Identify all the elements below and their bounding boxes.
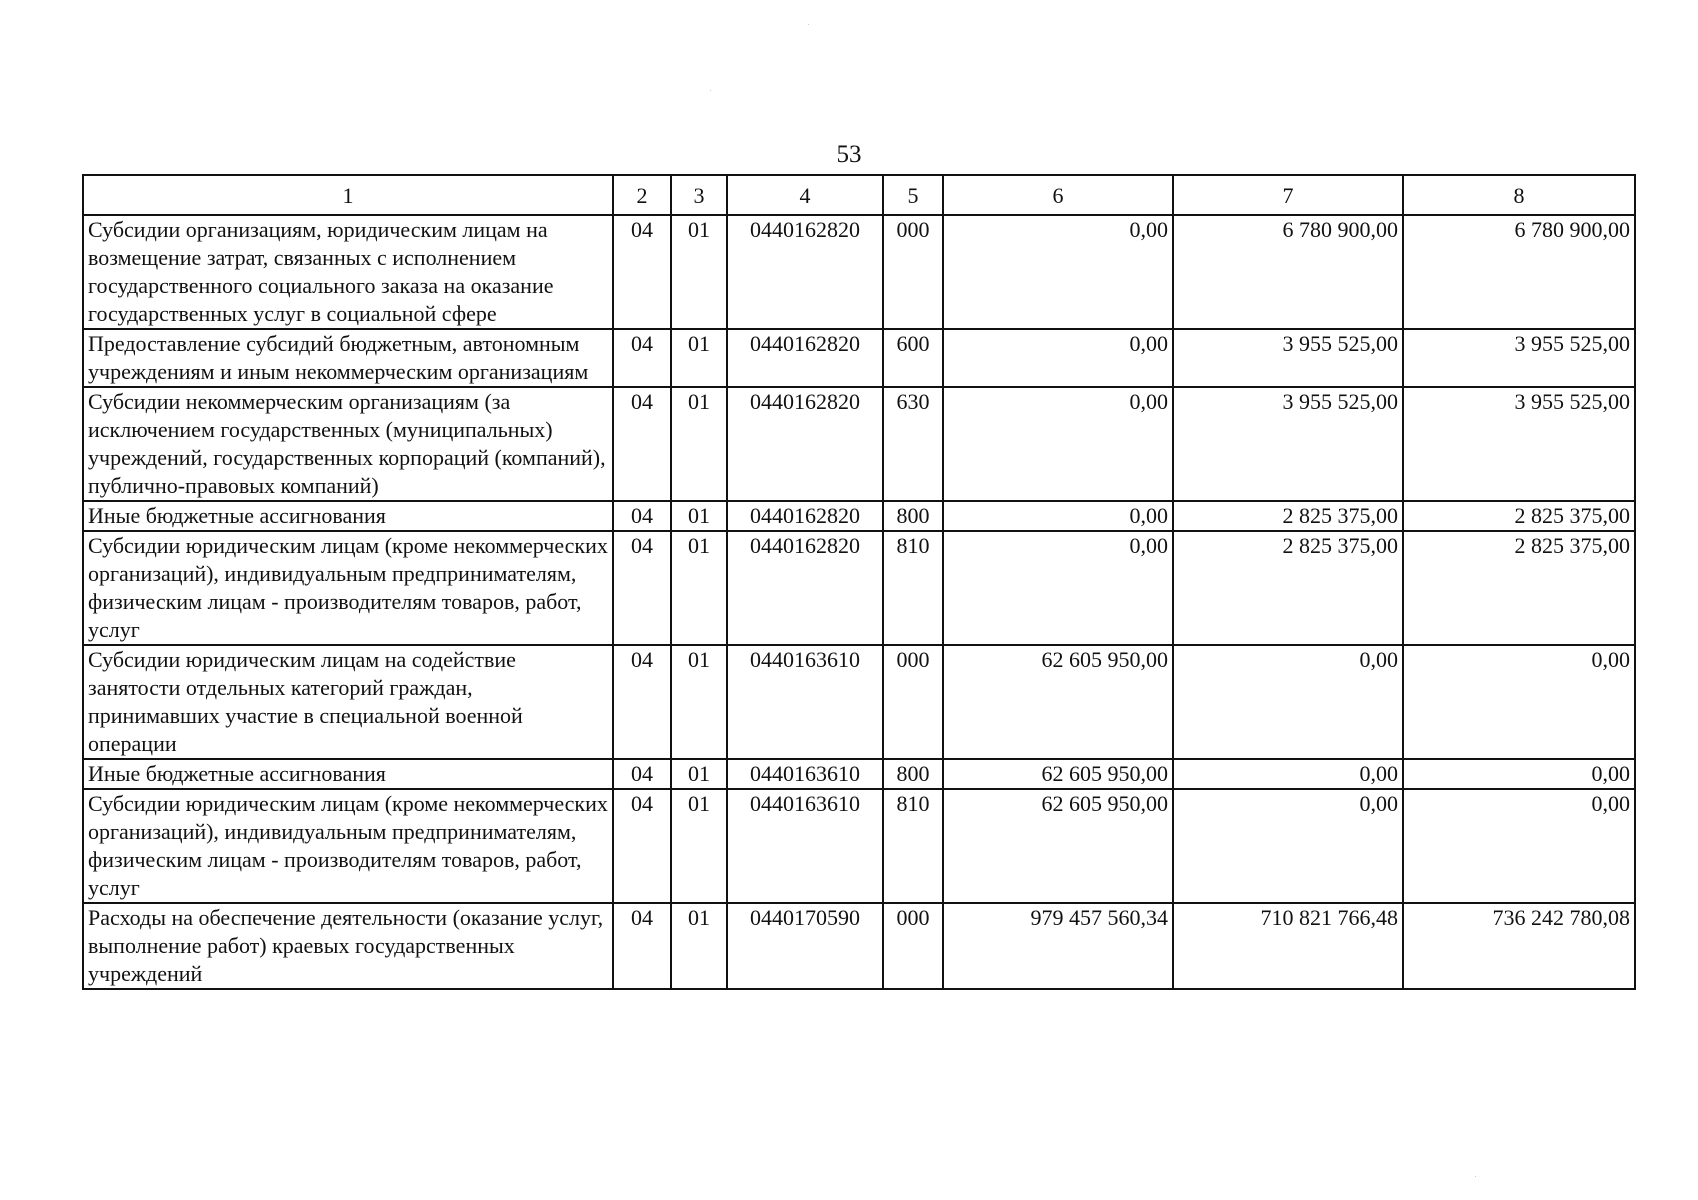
- row-amount-6: 979 457 560,34: [943, 903, 1173, 989]
- row-amount-6: 62 605 950,00: [943, 645, 1173, 759]
- row-section: 04: [613, 501, 671, 531]
- row-amount-7: 0,00: [1173, 645, 1403, 759]
- row-target-article: 0440162820: [727, 215, 883, 329]
- row-target-article: 0440170590: [727, 903, 883, 989]
- row-expense-type: 630: [883, 387, 943, 501]
- row-name: Субсидии организациям, юридическим лицам на возмещение затрат, связанных с исполнением государственного социального заказа на оказание государственных услуг в социальной сфере: [83, 215, 613, 329]
- row-section: 04: [613, 759, 671, 789]
- row-amount-6: 62 605 950,00: [943, 759, 1173, 789]
- budget-table: [82, 174, 1636, 990]
- row-amount-8: 2 825 375,00: [1403, 531, 1635, 645]
- table-row: [83, 789, 1635, 903]
- header-col-6: 6: [943, 175, 1173, 215]
- table-row: [83, 759, 1635, 789]
- table-row: [83, 329, 1635, 387]
- scan-speck: [1475, 1176, 1476, 1177]
- row-target-article: 0440162820: [727, 329, 883, 387]
- table-row: [83, 387, 1635, 501]
- header-col-4: 4: [727, 175, 883, 215]
- page-number: 53: [836, 141, 862, 168]
- row-expense-type: 000: [883, 903, 943, 989]
- row-target-article: 0440162820: [727, 387, 883, 501]
- row-amount-6: 0,00: [943, 501, 1173, 531]
- row-name: Предоставление субсидий бюджетным, автономным учреждениям и иным некоммерческим организациям: [83, 329, 613, 387]
- row-section: 04: [613, 645, 671, 759]
- row-target-article: 0440162820: [727, 501, 883, 531]
- row-expense-type: 800: [883, 759, 943, 789]
- header-col-1: 1: [83, 175, 613, 215]
- table-row: [83, 645, 1635, 759]
- row-subsection: 01: [671, 387, 727, 501]
- row-subsection: 01: [671, 501, 727, 531]
- row-section: 04: [613, 789, 671, 903]
- row-target-article: 0440163610: [727, 645, 883, 759]
- row-subsection: 01: [671, 215, 727, 329]
- row-subsection: 01: [671, 645, 727, 759]
- row-subsection: 01: [671, 531, 727, 645]
- header-col-2: 2: [613, 175, 671, 215]
- scan-speck: [808, 24, 809, 25]
- table-row: [83, 531, 1635, 645]
- row-amount-7: 0,00: [1173, 789, 1403, 903]
- row-expense-type: 810: [883, 531, 943, 645]
- row-expense-type: 810: [883, 789, 943, 903]
- table-header-row: [83, 175, 1635, 215]
- header-col-8: 8: [1403, 175, 1635, 215]
- row-amount-7: 2 825 375,00: [1173, 531, 1403, 645]
- row-expense-type: 000: [883, 645, 943, 759]
- row-amount-8: 0,00: [1403, 789, 1635, 903]
- row-section: 04: [613, 531, 671, 645]
- row-name: Расходы на обеспечение деятельности (оказание услуг, выполнение работ) краевых государственных учреждений: [83, 903, 613, 989]
- row-subsection: 01: [671, 329, 727, 387]
- header-col-7: 7: [1173, 175, 1403, 215]
- row-subsection: 01: [671, 789, 727, 903]
- row-expense-type: 000: [883, 215, 943, 329]
- row-target-article: 0440163610: [727, 789, 883, 903]
- row-amount-6: 62 605 950,00: [943, 789, 1173, 903]
- row-amount-7: 6 780 900,00: [1173, 215, 1403, 329]
- row-amount-8: 0,00: [1403, 759, 1635, 789]
- row-expense-type: 800: [883, 501, 943, 531]
- row-amount-8: 2 825 375,00: [1403, 501, 1635, 531]
- row-name: Иные бюджетные ассигнования: [83, 759, 613, 789]
- row-amount-7: 2 825 375,00: [1173, 501, 1403, 531]
- row-name: Иные бюджетные ассигнования: [83, 501, 613, 531]
- row-section: 04: [613, 329, 671, 387]
- row-amount-8: 0,00: [1403, 645, 1635, 759]
- row-amount-8: 6 780 900,00: [1403, 215, 1635, 329]
- row-target-article: 0440163610: [727, 759, 883, 789]
- row-section: 04: [613, 903, 671, 989]
- row-amount-8: 736 242 780,08: [1403, 903, 1635, 989]
- row-amount-6: 0,00: [943, 329, 1173, 387]
- header-col-3: 3: [671, 175, 727, 215]
- row-section: 04: [613, 215, 671, 329]
- row-amount-6: 0,00: [943, 531, 1173, 645]
- row-subsection: 01: [671, 903, 727, 989]
- header-col-5: 5: [883, 175, 943, 215]
- row-amount-8: 3 955 525,00: [1403, 329, 1635, 387]
- row-name: Субсидии юридическим лицам (кроме некоммерческих организаций), индивидуальным предпринимателям, физическим лицам - производителям товаров, работ, услуг: [83, 531, 613, 645]
- row-name: Субсидии юридическим лицам на содействие занятости отдельных категорий граждан, принимавших участие в специальной военной операции: [83, 645, 613, 759]
- row-amount-7: 710 821 766,48: [1173, 903, 1403, 989]
- table-row: [83, 215, 1635, 329]
- row-amount-6: 0,00: [943, 387, 1173, 501]
- scan-speck: [710, 90, 711, 91]
- row-target-article: 0440162820: [727, 531, 883, 645]
- row-subsection: 01: [671, 759, 727, 789]
- row-expense-type: 600: [883, 329, 943, 387]
- row-amount-7: 3 955 525,00: [1173, 329, 1403, 387]
- row-amount-6: 0,00: [943, 215, 1173, 329]
- row-amount-8: 3 955 525,00: [1403, 387, 1635, 501]
- row-name: Субсидии некоммерческим организациям (за исключением государственных (муниципальных) учреждений, государственных корпораций (компаний), публично-правовых компаний): [83, 387, 613, 501]
- row-section: 04: [613, 387, 671, 501]
- table-row: [83, 903, 1635, 989]
- table-row: [83, 501, 1635, 531]
- row-amount-7: 0,00: [1173, 759, 1403, 789]
- row-name: Субсидии юридическим лицам (кроме некоммерческих организаций), индивидуальным предпринимателям, физическим лицам - производителям товаров, работ, услуг: [83, 789, 613, 903]
- row-amount-7: 3 955 525,00: [1173, 387, 1403, 501]
